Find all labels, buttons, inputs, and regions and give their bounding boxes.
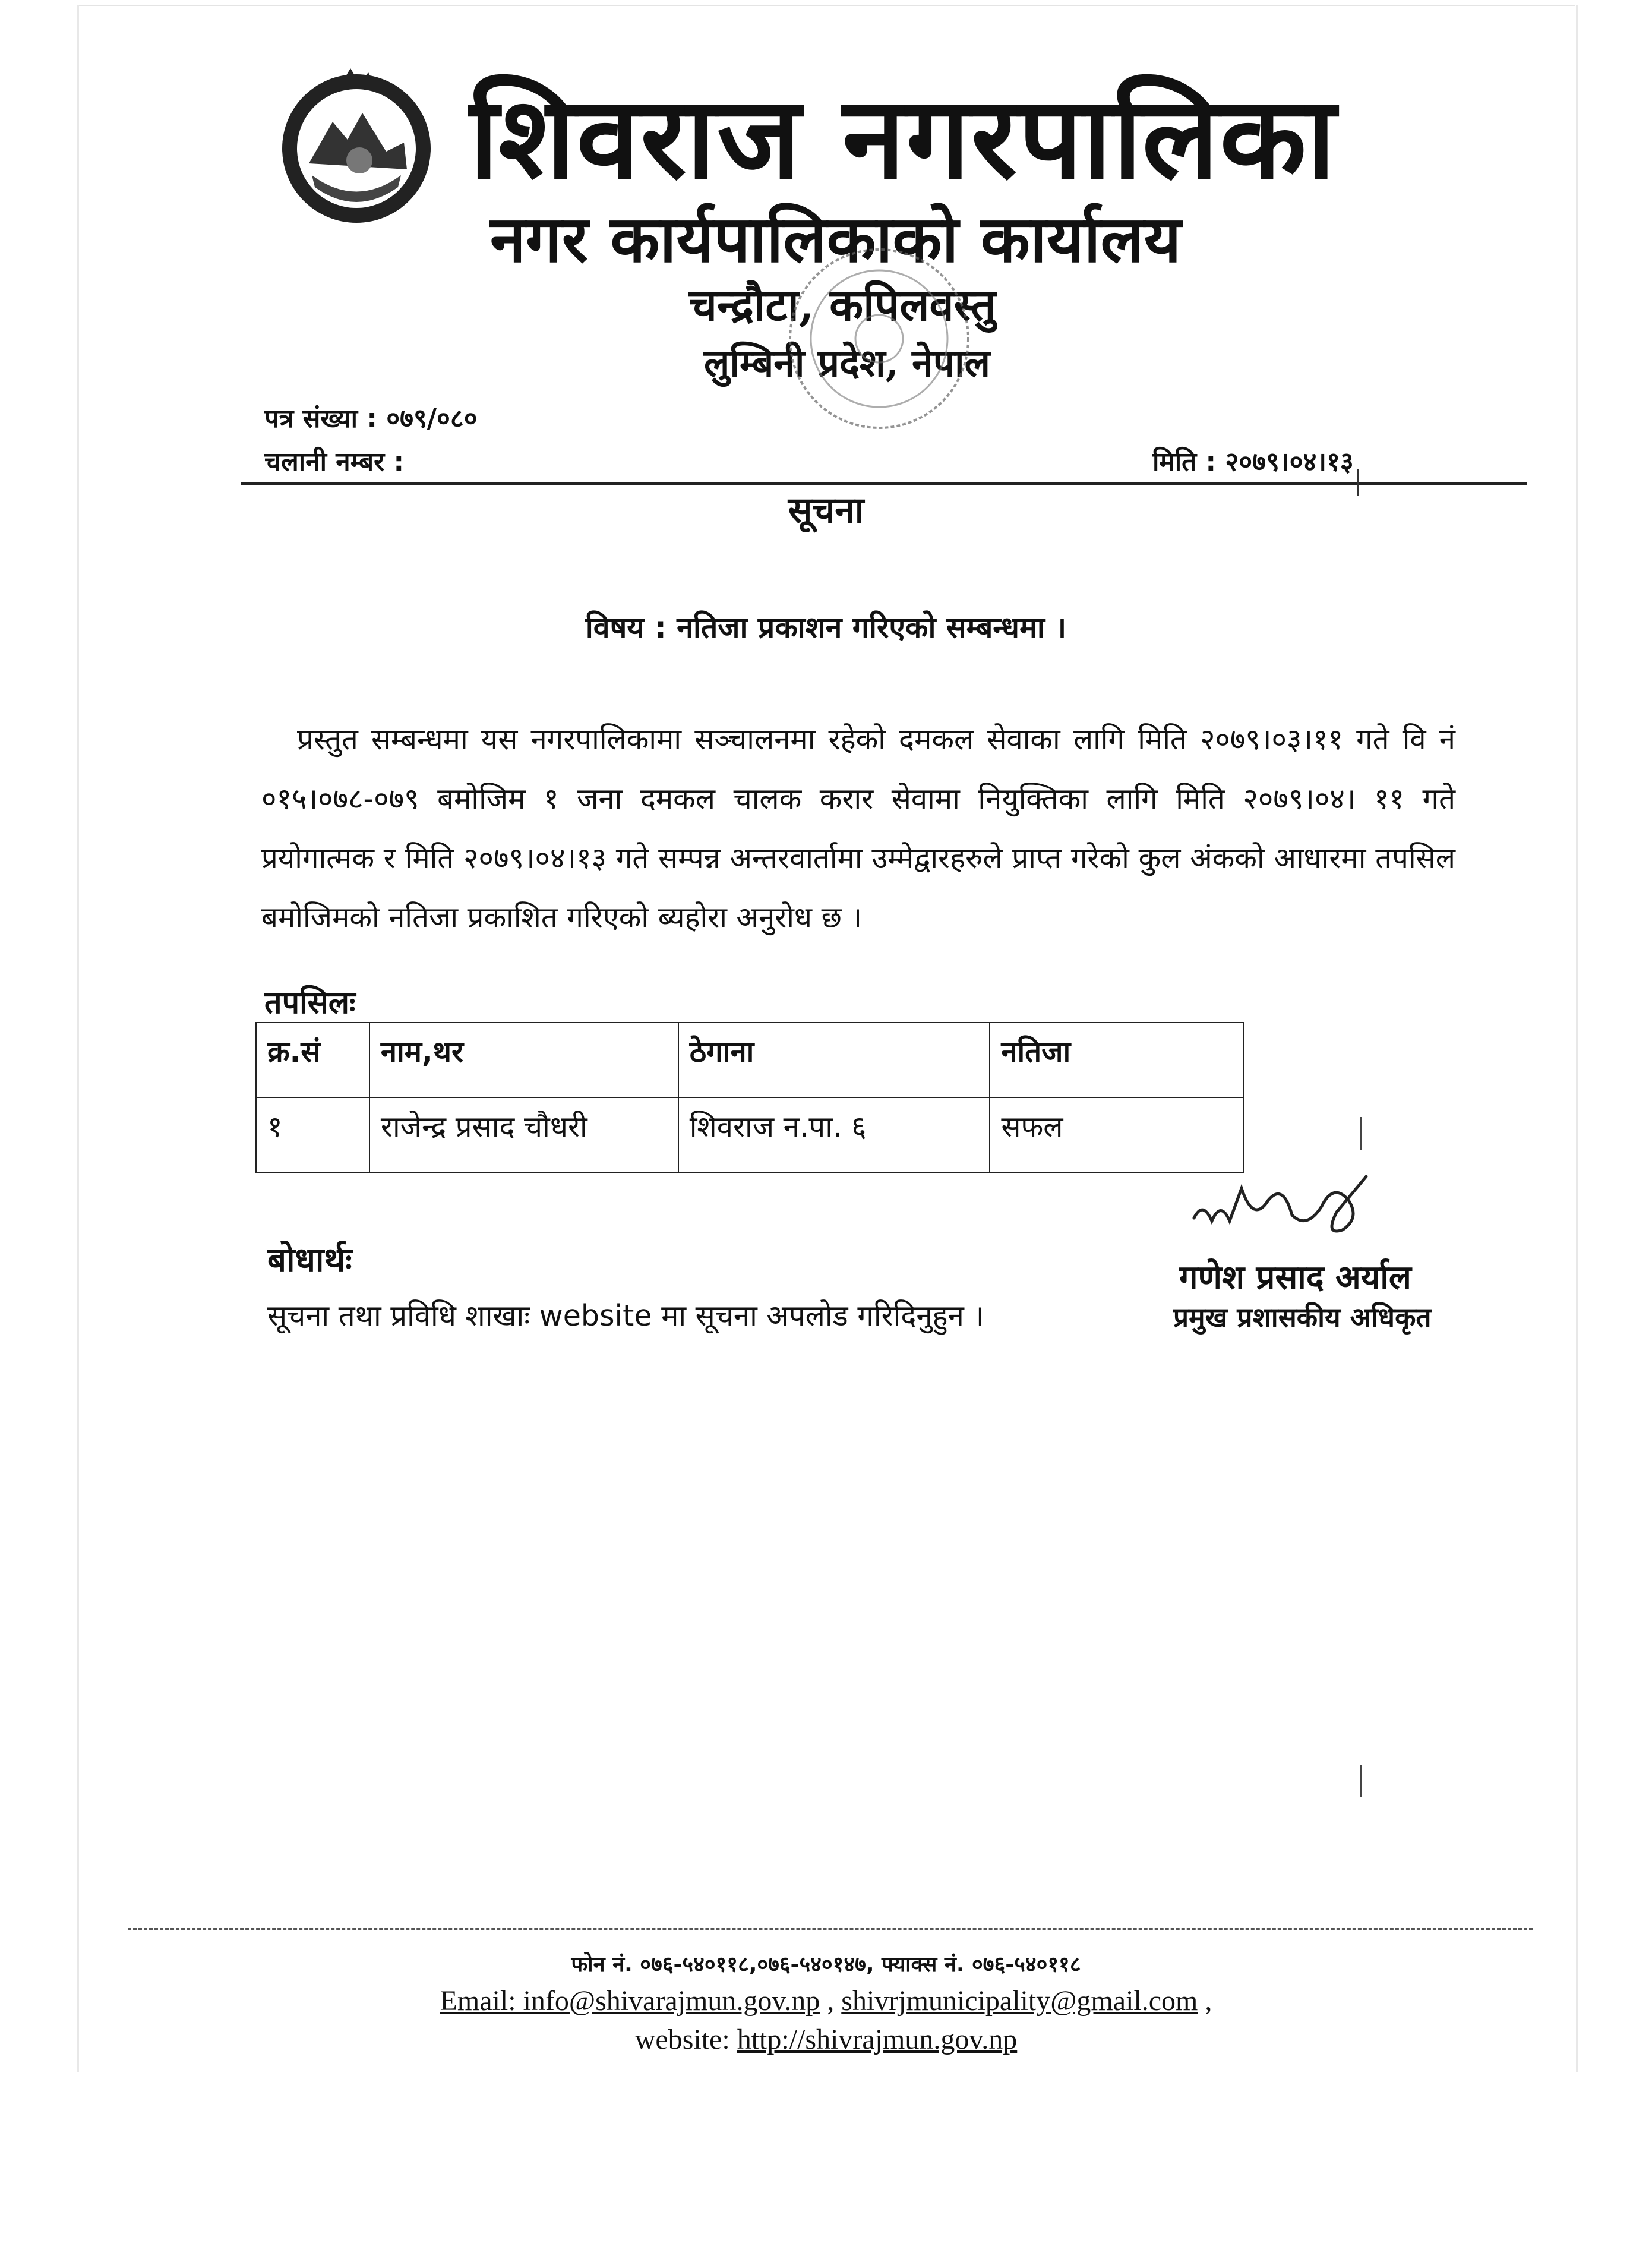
signatory-name: गणेश प्रसाद अर्याल xyxy=(1179,1258,1411,1297)
office-stamp-icon xyxy=(778,238,980,440)
column-header: नाम,थर xyxy=(369,1023,678,1097)
details-label: तपसिलः xyxy=(264,985,356,1021)
footer-phone: फोन नं. ०७६-५४०११८,०७६-५४०१४७, फ्याक्स नं. ०७६-५४०११८ xyxy=(571,1952,1081,1977)
cc-label: बोधार्थः xyxy=(267,1241,352,1279)
page-border xyxy=(1576,5,1578,2072)
pen-mark xyxy=(1360,1117,1362,1150)
address-line-2: लुम्बिनी प्रदेश, नेपाल xyxy=(704,341,991,386)
notice-title: सूचना xyxy=(788,490,864,531)
table-cell: राजेन्द्र प्रसाद चौधरी xyxy=(369,1097,678,1172)
table-row xyxy=(256,1097,1244,1172)
footer-website xyxy=(0,2023,1652,2056)
notice-body: प्रस्तुत सम्बन्धमा यस नगरपालिकामा सञ्चालनमा रहेको दमकल सेवाका लागि मिति २०७९।०३।११ गते वि नं ०१५।०७८-०७९ बमोजिम १ जना दमकल चालक करार सेवामा नियुक्तिका लागि मिति २०७९।०४। ११ गते प्रयोगात्मक र मिति २०७९।०४।१३ गते सम्पन्न अन्तरवार्तामा उम्मेद्वारहरुले प्राप्त गरेको कुल अंकको आधारमा तपसिल बमोजिमको नतिजा प्रकाशित गरिएको ब्यहोरा अनुरोध छ । xyxy=(261,723,1455,935)
table-cell: सफल xyxy=(990,1097,1244,1172)
cc-recipient: सूचना तथा प्रविधि शाखाः website मा सूचना अपलोड गरिदिनुहुन । xyxy=(267,1299,984,1333)
office-name: नगर कार्यपालिकाको कार्यालय xyxy=(490,202,1182,277)
table-header-row xyxy=(256,1023,1244,1097)
table-cell: शिवराज न.पा. ६ xyxy=(678,1097,990,1172)
column-header: नतिजा xyxy=(990,1023,1244,1097)
dispatch-number: चलानी नम्बर : xyxy=(264,447,405,477)
signature-icon xyxy=(1188,1165,1384,1248)
page-border xyxy=(77,5,1575,6)
email-link[interactable]: shivrjmunicipality@gmail.com xyxy=(841,1985,1198,2017)
municipality-name: शिवराज नगरपालिका xyxy=(469,71,1337,204)
footer-email xyxy=(0,1985,1652,2017)
email-prefix: Email: xyxy=(440,1985,523,2017)
pen-mark xyxy=(1360,1765,1362,1797)
email-separator: , xyxy=(820,1985,842,2017)
footer-divider xyxy=(128,1928,1533,1930)
column-header: ठेगाना xyxy=(678,1023,990,1097)
email-suffix: , xyxy=(1198,1985,1212,2017)
email-link[interactable]: info@shivarajmun.gov.np xyxy=(523,1985,820,2017)
signatory-title: प्रमुख प्रशासकीय अधिकृत xyxy=(1173,1301,1432,1333)
results-table xyxy=(255,1022,1244,1173)
letter-number: पत्र संख्या : ०७९/०८० xyxy=(264,403,478,434)
website-prefix: website: xyxy=(634,2024,737,2055)
column-header: क्र.सं xyxy=(256,1023,369,1097)
municipality-emblem-icon xyxy=(270,59,443,232)
table-cell: १ xyxy=(256,1097,369,1172)
website-link[interactable]: http://shivrajmun.gov.np xyxy=(737,2024,1018,2055)
page-border xyxy=(77,5,79,2072)
notice-subject: विषय : नतिजा प्रकाशन गरिएको सम्बन्धमा । xyxy=(585,610,1067,645)
letter-date: मिति : २०७९।०४।१३ xyxy=(1152,447,1354,477)
address-line-1: चन्द्रौटा, कपिलवस्तु xyxy=(689,280,996,331)
